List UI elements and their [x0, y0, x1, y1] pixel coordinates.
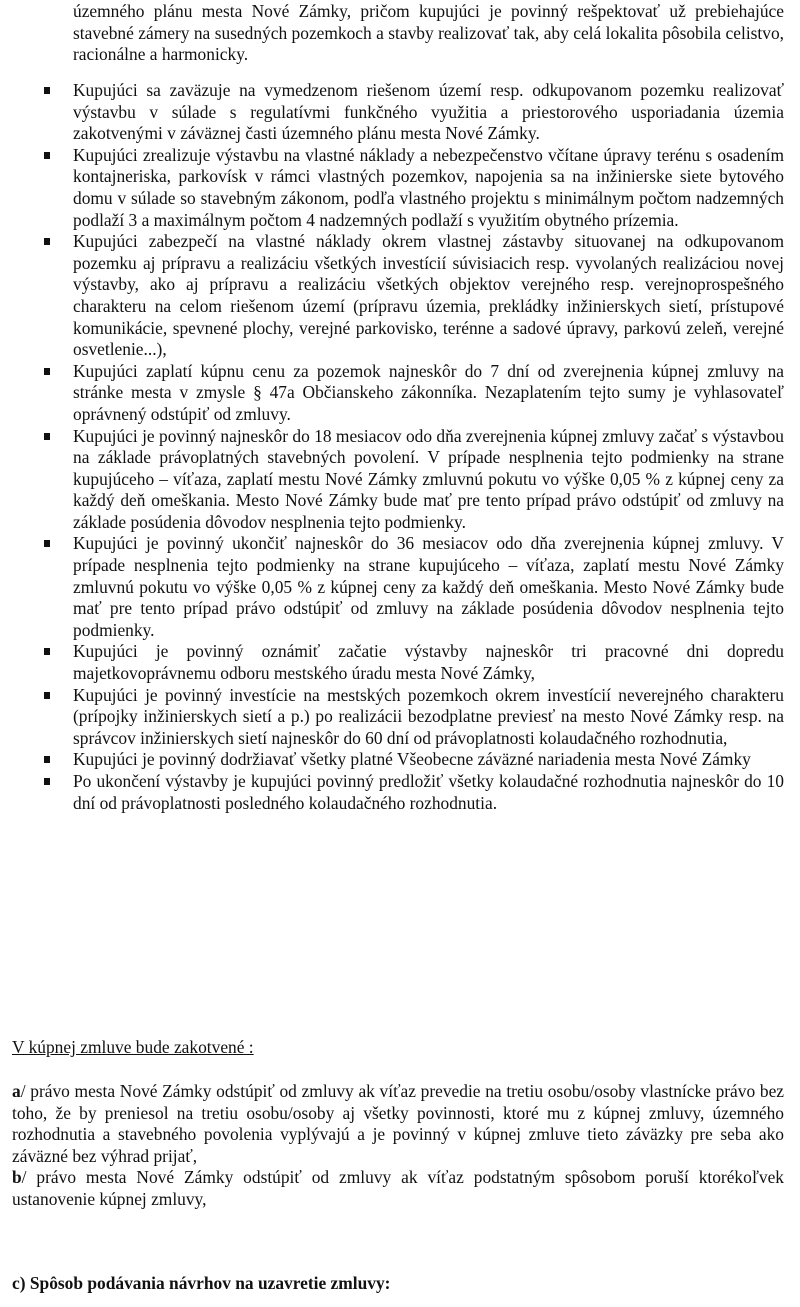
square-bullet-icon: [44, 540, 50, 547]
square-bullet-icon: [44, 238, 50, 245]
contract-provisions-heading: V kúpnej zmluve bude zakotvené :: [12, 1037, 254, 1057]
clause-label: b: [12, 1167, 22, 1188]
square-bullet-icon: [44, 692, 50, 699]
list-item: Kupujúci je povinný oznámiť začatie výstavby najneskôr tri pracovné dni dopredu majetkovoprávnemu odboru mestského úradu mesta Nové Zámky,: [0, 641, 784, 684]
clause-b: b/ právo mesta Nové Zámky odstúpiť od zmluvy ak víťaz podstatným spôsobom poruší ktorékoľvek ustanovenie kúpnej zmluvy,: [12, 1167, 784, 1209]
square-bullet-icon: [44, 87, 50, 94]
square-bullet-icon: [44, 778, 50, 785]
clause-a: a/ právo mesta Nové Zámky odstúpiť od zmluvy ak víťaz prevedie na tretiu osobu/osoby vlastnícke právo bez toho, že by preniesol na tretiu osobu/osoby aj všetky povinnosti, ktoré mu z kúpnej zmluvy, územného rozhodnutia a stavebného povolenia vyplývajú a je povinný v kúpnej zmluve tieto záväzky pre seba ako záväzné bez výhrad prijať,: [12, 1081, 785, 1166]
square-bullet-icon: [44, 756, 50, 763]
contract-clauses: [12, 1081, 784, 1211]
list-item: Kupujúci je povinný dodržiavať všetky platné Všeobecne záväzné nariadenia mesta Nové Zámky: [0, 749, 784, 771]
square-bullet-icon: [44, 433, 50, 440]
list-item: Kupujúci zrealizuje výstavbu na vlastné náklady a nebezpečenstvo včítane úpravy terénu s osadením kontajneriska, parkovísk v rámci vlastných pozemkov, napojenia sa na inžinierske siete bytového domu v súlade so stavebným zákonom, podľa vlastného projektu s minimálnym počtom nadzemných podlaží 3 a maximálnym počtom 4 nadzemných podlaží s využitím obytného prízemia.: [0, 145, 784, 231]
continuation-paragraph: územného plánu mesta Nové Zámky, pričom kupujúci je povinný rešpektovať už prebiehajúce stavebné zámery na susedných pozemkoch a stavby realizovať tak, aby celá lokalita pôsobila celistvo, racionálne a harmonicky.: [73, 1, 784, 65]
list-item: Kupujúci zabezpečí na vlastné náklady okrem vlastnej zástavby situovanej na odkupovanom pozemku aj prípravu a realizáciu všetkých investícií súvisiacich resp. vyvolaných realizáciou novej výstavby, ako aj prípravu a realizáciu všetkých objektov verejného resp. verejnoprospešného charakteru na celom riešenom území (prípravu územia, prekládky inžinierskych sietí, prístupové komunikácie, spevnené plochy, verejné parkovisko, terénne a sadové úpravy, parkovú zeleň, verejné osvetlenie...),: [0, 231, 784, 361]
square-bullet-icon: [44, 368, 50, 375]
list-item: Kupujúci je povinný ukončiť najneskôr do 36 mesiacov odo dňa zverejnenia kúpnej zmluvy. V prípade nesplnenia tejto podmienky na strane kupujúceho – víťaza, zaplatí mestu Nové Zámky zmluvnú pokutu vo výške 0,05 % z kúpnej ceny za každý deň omeškania. Mesto Nové Zámky bude mať pre tento prípad právo odstúpiť od zmluvy na základe posúdenia dôvodov nesplnenia tejto podmienky.: [0, 533, 784, 641]
section-c-heading: c) Spôsob podávania návrhov na uzavretie zmluvy:: [12, 1273, 391, 1293]
clause-label: a: [12, 1081, 21, 1101]
conditions-bullet-list: [0, 80, 800, 814]
square-bullet-icon: [44, 648, 50, 655]
list-item: Kupujúci je povinný najneskôr do 18 mesiacov odo dňa zverejnenia kúpnej zmluvy začať s výstavbou na základe právoplatných stavebných povolení. V prípade nesplnenia tejto podmienky na strane kupujúceho – víťaza, zaplatí mestu Nové Zámky zmluvnú pokutu vo výške 0,05 % z kúpnej ceny za každý deň omeškania. Mesto Nové Zámky bude mať pre tento prípad právo odstúpiť od zmluvy na základe posúdenia dôvodov nesplnenia tejto podmienky.: [0, 426, 784, 534]
list-item: Po ukončení výstavby je kupujúci povinný predložiť všetky kolaudačné rozhodnutia najneskôr do 10 dní od právoplatnosti posledného kolaudačného rozhodnutia.: [0, 771, 784, 814]
list-item: Kupujúci je povinný investície na mestských pozemkoch okrem investícií neverejného charakteru (prípojky inžinierskych sietí a p.) po realizácii bezodplatne previesť na mesto Nové Zámky resp. na správcov inžinierskych sietí najneskôr do 60 dní od právoplatnosti kolaudačného rozhodnutia,: [0, 685, 784, 750]
list-item: Kupujúci sa zaväzuje na vymedzenom riešenom území resp. odkupovanom pozemku realizovať výstavbu v súlade s regulatívmi funkčného využitia a priestorového usporiadania územia zakotvenými v záväznej časti územného plánu mesta Nové Zámky.: [0, 80, 784, 145]
square-bullet-icon: [44, 152, 50, 159]
list-item: Kupujúci zaplatí kúpnu cenu za pozemok najneskôr do 7 dní od zverejnenia kúpnej zmluvy na stránke mesta v zmysle § 47a Občianskeho zákonníka. Nezaplatením tejto sumy je vyhlasovateľ oprávnený odstúpiť od zmluvy.: [0, 361, 784, 426]
